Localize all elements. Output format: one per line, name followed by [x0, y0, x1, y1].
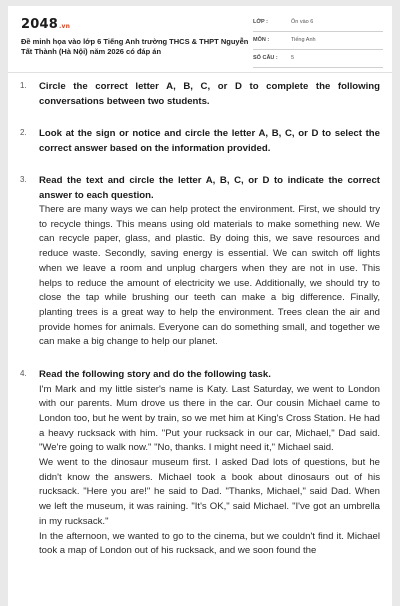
passage-paragraph: I'm Mark and my little sister's name is Katy. Last Saturday, we went to London with our parents. Mum drove us there in the car. Our cousin Michael came to London too, but he went by train, so we met him at King's Cross Station. He had a heavy rucksack with him. "Put your rucksack in our car, Michael," Dad said. "We're going to walk now." "No, thanks. I might need it," Michael said. [39, 383, 380, 454]
question-instruction: Read the text and circle the letter A, B, C, or D to indicate the correct answer to each question. [39, 175, 380, 201]
document-page [8, 6, 392, 606]
meta-row-subject [253, 34, 383, 50]
passage-paragraph: In the afternoon, we wanted to go to the cinema, but we couldn't find it. Michael took a map of London out of his rucksack, and we soon found the [39, 530, 380, 557]
meta-row-class [253, 16, 383, 32]
meta-table [253, 16, 383, 70]
header-divider [8, 72, 392, 73]
passage-paragraph: We went to the dinosaur museum first. I asked Dad lots of questions, but he didn't know the answers. Michael took a book about dinosaurs out of his rucksack. "Here you are!" he said to Dad. "Thanks, Michael," said Dad. When we left the museum, it was raining. "It's OK," said Michael. "I've got an umbrella in my rucksack." [39, 457, 380, 527]
passage-paragraph: There are many ways we can help protect the environment. First, we should try to recycle things. This means using old materials to make something new. We can recycle paper, glass, and plastic. By doing this, we save resources and reduce waste. Secondly, saving energy is essential. We can switch off lights when we leave a room and unplug chargers when they are not in use. This helps to reduce the amount of electricity we use. Additionally, we should try to close the tap while brushing our teeth can make a big difference. Finally, planting trees is a great way to help the environment. Trees clean the air and provide homes for animals. Everyone can do something small, and together we can make a big change to help our planet. [39, 204, 380, 348]
question-instruction: Circle the correct letter A, B, C, or D to complete the following conversations between two students. [39, 81, 380, 107]
question-number: 4. [20, 369, 27, 379]
document-header [8, 6, 392, 72]
logo-suffix: .vn [58, 23, 71, 30]
meta-label: SỐ CÂU : [253, 55, 278, 61]
meta-value: Ôn vào 6 [291, 19, 314, 25]
meta-label: MÔN : [253, 37, 270, 43]
question-block [20, 174, 380, 350]
document-title: Đề minh họa vào lớp 6 Tiếng Anh trường THCS & THPT Nguyễn Tất Thành (Hà Nội) năm 2026 có đáp án [21, 37, 249, 56]
question-instruction: Read the following story and do the following task. [39, 369, 271, 381]
meta-row-question-count [253, 52, 383, 68]
question-number: 3. [20, 175, 27, 184]
question-number: 1. [20, 81, 27, 90]
meta-label: LỚP : [253, 19, 268, 25]
reading-passage [39, 383, 380, 559]
questions-list [20, 80, 380, 559]
reading-passage [39, 203, 380, 350]
site-logo[interactable] [21, 17, 70, 32]
meta-value: 5 [291, 55, 295, 61]
question-block [20, 368, 380, 559]
question-block [20, 80, 380, 109]
question-block [20, 127, 380, 156]
question-number: 2. [20, 128, 27, 137]
logo-main: 2048 [21, 17, 58, 32]
question-instruction: Look at the sign or notice and circle the letter A, B, C, or D to select the correct answer based on the information provided. [39, 128, 380, 154]
meta-value: Tiếng Anh [291, 37, 316, 43]
